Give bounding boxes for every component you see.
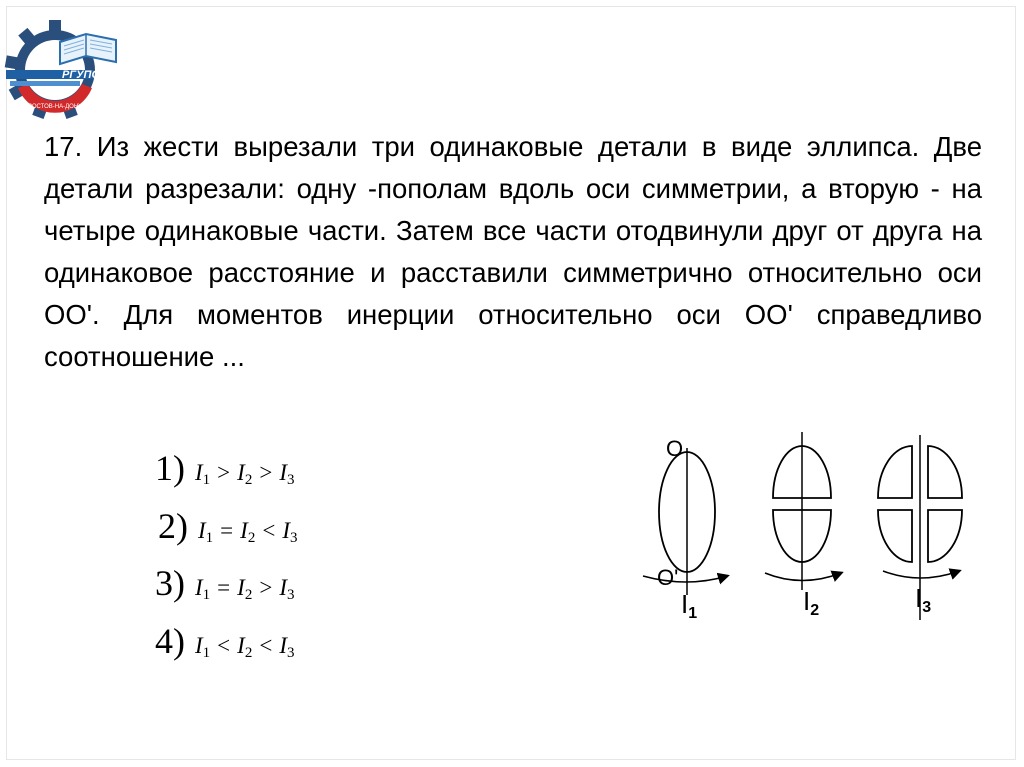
figure-half-ellipses [765,432,841,619]
option-number: 2) [158,506,188,546]
ellipse-quarter-bottom-left [878,510,912,562]
option-formula: $I_1 < I_2 < I_3$ [195,633,295,661]
problem-text: 17. Из жести вырезали три одинаковые детали в виде эллипса. Две детали разрезали: одну -пополам вдоль оси симметрии, а вторую - на четыре одинаковые части. Затем все части отодвинули друг от друга на одинаковое расстояние и расставили симметрично относительно оси OO'. Для моментов инерции относительно оси OO' справедливо соотношение ... [44,131,982,372]
university-logo [4,12,126,124]
ellipse-figures [615,430,1015,630]
answer-option-3[interactable] [155,562,294,604]
axis-bottom-label: O' [657,565,679,590]
ellipse-quarter-top-left [878,446,912,498]
figure-quarter-ellipses [878,435,962,620]
option-number: 3) [155,563,185,603]
rotation-arrow [643,576,727,582]
option-formula: $I_1 > I_2 > I_3$ [195,460,295,488]
ellipse-quarter-bottom-right [928,510,962,562]
answer-option-2[interactable] [158,505,297,547]
figure-whole-ellipse [643,436,727,622]
answer-option-4[interactable] [155,620,294,662]
ellipse-quarter-top-right [928,446,962,498]
logo-text: РГУПС [62,69,100,81]
axis-top-label: O [666,436,684,461]
logo-ring-text: РОСТОВ-НА-ДОНУ [28,104,82,110]
option-number: 1) [155,448,185,488]
figure-3-label: I3 [915,583,932,616]
answer-option-1[interactable] [155,447,294,489]
option-formula: $I_1 = I_2 < I_3$ [198,518,298,546]
rotation-arrow [765,573,841,581]
figure-2-label: I2 [803,586,820,619]
rotation-arrow [883,571,959,578]
option-formula: $I_1 = I_2 > I_3$ [195,575,295,603]
figure-1-label: I1 [681,589,698,622]
option-number: 4) [155,621,185,661]
